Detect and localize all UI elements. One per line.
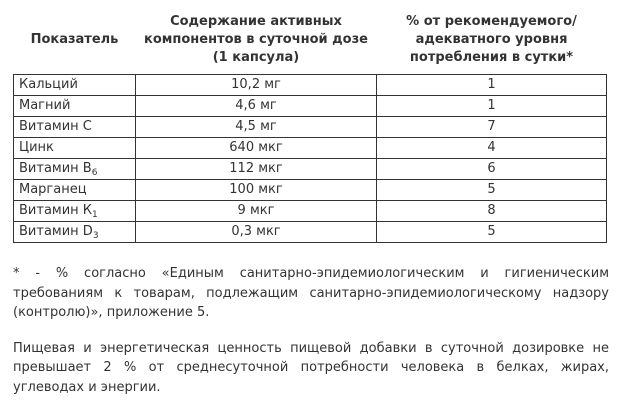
header-percent: % от рекомендуемого/ адекватного уровня потребления в сутки* (406, 14, 577, 65)
row-dose: 10,2 мг (136, 75, 377, 96)
row-percent: 8 (377, 201, 607, 222)
row-name: Витамин $К_1$ (14, 201, 136, 222)
header-indicator: Показатель (30, 32, 119, 47)
row-percent: 5 (377, 180, 607, 201)
table-row (14, 117, 607, 138)
row-dose: 100 мкг (136, 180, 377, 201)
row-name: Кальций (14, 75, 136, 96)
row-percent: 7 (377, 117, 607, 138)
footnote-text: * - % согласно «Единым санитарно-эпидемиологическим и гигиеническим требованиям к товарам, подлежащим санитарно-эпидемиологическому надзору (контролю)», приложение 5. (13, 266, 609, 320)
row-name-subscript: 6 (91, 168, 98, 178)
row-name-subscript: 1 (92, 210, 98, 220)
row-name: Цинк (14, 138, 136, 159)
row-dose: 4,6 мг (136, 96, 377, 117)
row-percent: 4 (377, 138, 607, 159)
energy-note-text: Пищевая и энергетическая ценность пищевой добавки в суточной дозировке не превышает 2 % от среднесуточной потребности человека в белках, жирах, углеводах и энергии. (13, 340, 609, 395)
header-content: Содержание активных компонентов в суточной дозе (1 капсула) (144, 14, 368, 65)
table-row (14, 201, 607, 222)
nutrition-table-container (13, 8, 611, 243)
row-name: Витамин $D_3$ (14, 222, 136, 243)
row-percent: 5 (377, 222, 607, 243)
row-dose: 112 мкг (136, 159, 377, 180)
table-row (14, 138, 607, 159)
row-name: Витамин С (14, 117, 136, 138)
table-row (14, 96, 607, 117)
notes-section (13, 264, 609, 413)
row-dose: 4,5 мг (136, 117, 377, 138)
row-percent: 1 (377, 96, 607, 117)
row-percent: 1 (377, 75, 607, 96)
table-row (14, 159, 607, 180)
table-row (14, 75, 607, 96)
row-percent: 6 (377, 159, 607, 180)
table-header-row (14, 8, 607, 75)
row-name: Магний (14, 96, 136, 117)
row-dose: 640 мкг (136, 138, 377, 159)
row-name-subscript: 3 (92, 231, 99, 241)
row-name: Витамин $В_6$ (14, 159, 136, 180)
table-row (14, 222, 607, 243)
nutrition-table (13, 8, 607, 243)
row-name: Марганец (14, 180, 136, 201)
table-row (14, 180, 607, 201)
row-dose: 9 мкг (136, 201, 377, 222)
row-dose: 0,3 мкг (136, 222, 377, 243)
